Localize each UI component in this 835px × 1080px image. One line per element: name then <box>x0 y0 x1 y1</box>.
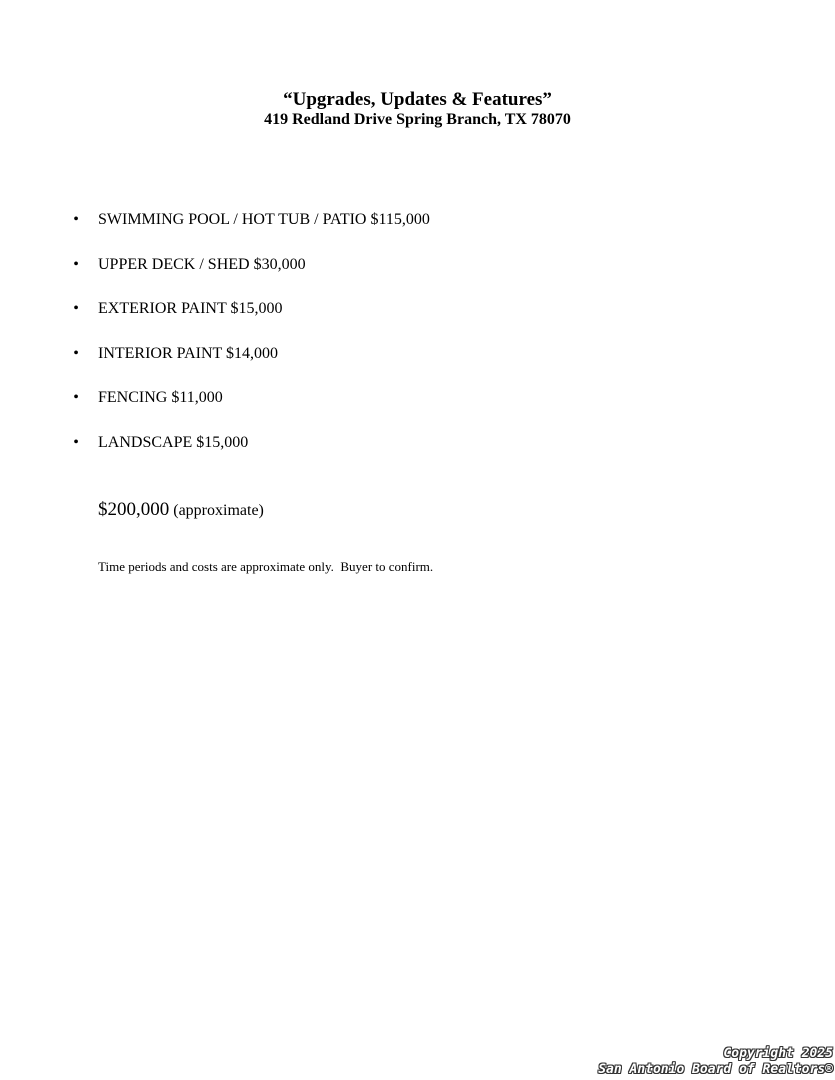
bullet-icon: • <box>73 389 79 406</box>
bullet-icon: • <box>73 433 79 451</box>
watermark-line-copyright: Copyright 2025 <box>723 1046 833 1061</box>
total-note: (approximate) <box>173 502 264 519</box>
disclaimer: Time periods and costs are approximate only. Buyer to confirm. <box>98 559 434 574</box>
bullet-icon: • <box>73 211 79 228</box>
feature-text: LANDSCAPE $15,000 <box>98 433 249 451</box>
total-amount: $200,000 <box>98 499 170 520</box>
feature-text: FENCING $11,000 <box>98 389 223 406</box>
copyright-watermark <box>598 1046 833 1078</box>
bullet-icon: • <box>73 344 79 362</box>
feature-text: SWIMMING POOL / HOT TUB / PATIO $115,000 <box>98 211 430 228</box>
feature-text: INTERIOR PAINT $14,000 <box>98 344 279 362</box>
page-title: “Upgrades, Updates & Features” <box>283 89 552 110</box>
property-address: 419 Redland Drive Spring Branch, TX 78070 <box>264 111 571 128</box>
feature-text: UPPER DECK / SHED $30,000 <box>98 255 306 273</box>
feature-text: EXTERIOR PAINT $15,000 <box>98 300 283 317</box>
bullet-icon: • <box>73 255 79 273</box>
total-cost <box>98 497 264 524</box>
watermark-line-board: San Antonio Board of Realtors® <box>598 1062 833 1077</box>
bullet-icon: • <box>73 300 79 317</box>
